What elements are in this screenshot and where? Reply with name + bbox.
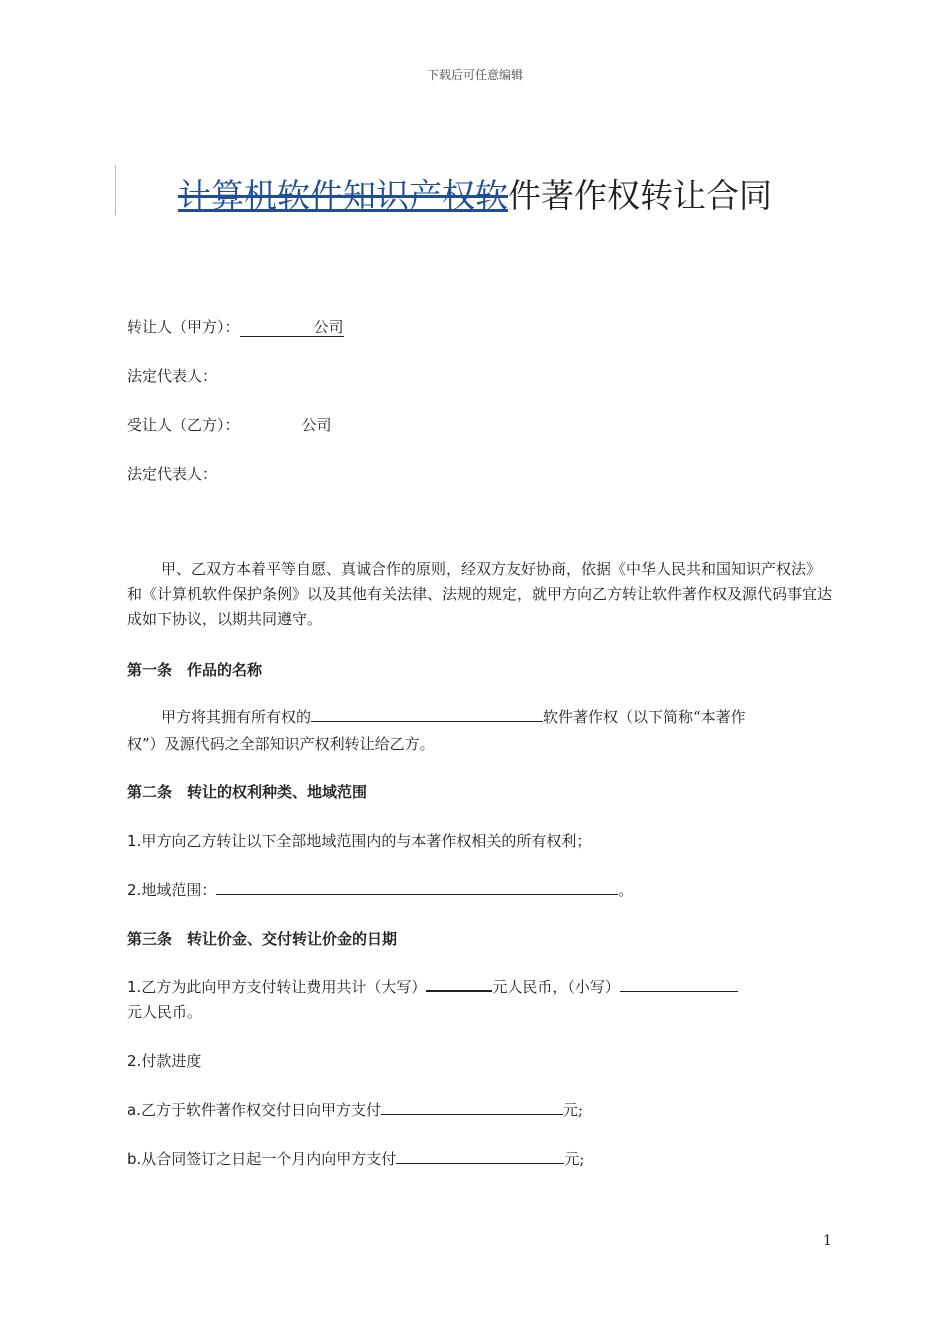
article3-blank-figure — [620, 977, 738, 992]
article1-heading: 第一条 作品的名称 — [127, 661, 263, 679]
preamble-paragraph: 甲、乙双方本着平等自愿、真诚合作的原则，经双方友好协商，依据《中华人民共和国知识产权法》和《计算机软件保护条例》以及其他有关法律、法规的规定，就甲方向乙方转让软件著作权及源代码事宜达成如下协议，以期共同遵守。 — [127, 560, 833, 628]
article1-text-before: 甲方将其拥有所有权的 — [161, 708, 312, 726]
article2-item2 — [127, 879, 633, 900]
article3-item2-text: .付款进度 — [136, 1052, 202, 1070]
article1-text-after: 软件著作权（以下简称“本著作 — [543, 708, 746, 726]
article1-line2: 权”）及源代码之全部知识产权利转让给乙方。 — [127, 735, 435, 753]
party-a-label: 转让人（甲方）： — [127, 318, 240, 336]
article3-item1-line2: 元人民币。 — [127, 1003, 203, 1021]
payment-a-blank — [381, 1100, 563, 1115]
article3-heading: 第三条 转让价金、交付转让价金的日期 — [127, 930, 398, 948]
article1-line1 — [161, 706, 746, 727]
party-a-suffix: 公司 — [313, 318, 344, 336]
article2-item1-text: .甲方向乙方转让以下全部地域范围内的与本著作权相关的所有权利； — [136, 832, 592, 850]
legal-rep-a: 法定代表人： — [127, 367, 218, 385]
article3-item1-text-b: 元人民币，（小写） — [492, 978, 620, 996]
article2-item1 — [127, 830, 591, 851]
article2-item2-end: 。 — [618, 881, 634, 899]
payment-b-text: .从合同签订之日起一个月内向甲方支付 — [136, 1150, 397, 1168]
article1-blank — [311, 707, 543, 722]
payment-a-label: a — [127, 1101, 137, 1119]
party-a-blank — [240, 318, 314, 332]
party-b-line — [127, 414, 332, 435]
party-b-label: 受让人（乙方）： — [127, 416, 240, 434]
payment-b-end: 元; — [564, 1150, 585, 1168]
payment-item-a — [127, 1099, 583, 1120]
title-rest-text: 件著作权转让合同 — [508, 176, 772, 215]
party-a-line — [127, 316, 344, 337]
payment-a-end: 元; — [562, 1101, 584, 1119]
article2-blank — [216, 880, 618, 895]
payment-a-text: .乙方于软件著作权交付日向甲方支付 — [136, 1101, 381, 1119]
header-note: 下载后可任意编辑 — [426, 68, 523, 82]
title-struck-text: 计算机软件知识产权软 — [178, 176, 508, 215]
payment-b-label: b — [127, 1150, 137, 1168]
article2-item2-text: .地域范围： — [136, 881, 217, 899]
page-number: 1 — [823, 1233, 832, 1249]
article3-item2 — [127, 1050, 201, 1071]
article2-item1-num: 1 — [127, 832, 137, 850]
party-b-suffix: 公司 — [301, 416, 332, 434]
document-title — [0, 170, 950, 217]
article2-heading: 第二条 转让的权利种类、地域范围 — [127, 783, 368, 801]
article3-item2-num: 2 — [127, 1052, 137, 1070]
payment-b-blank — [396, 1149, 564, 1164]
legal-rep-b: 法定代表人： — [127, 465, 218, 483]
article3-item1 — [127, 976, 738, 997]
article3-item1-num: 1 — [127, 978, 137, 996]
payment-item-b — [127, 1148, 584, 1169]
article3-blank-capital — [426, 976, 492, 992]
article2-item2-num: 2 — [127, 881, 137, 899]
article3-item1-text-a: .乙方为此向甲方支付转让费用共计（大写） — [136, 978, 427, 996]
